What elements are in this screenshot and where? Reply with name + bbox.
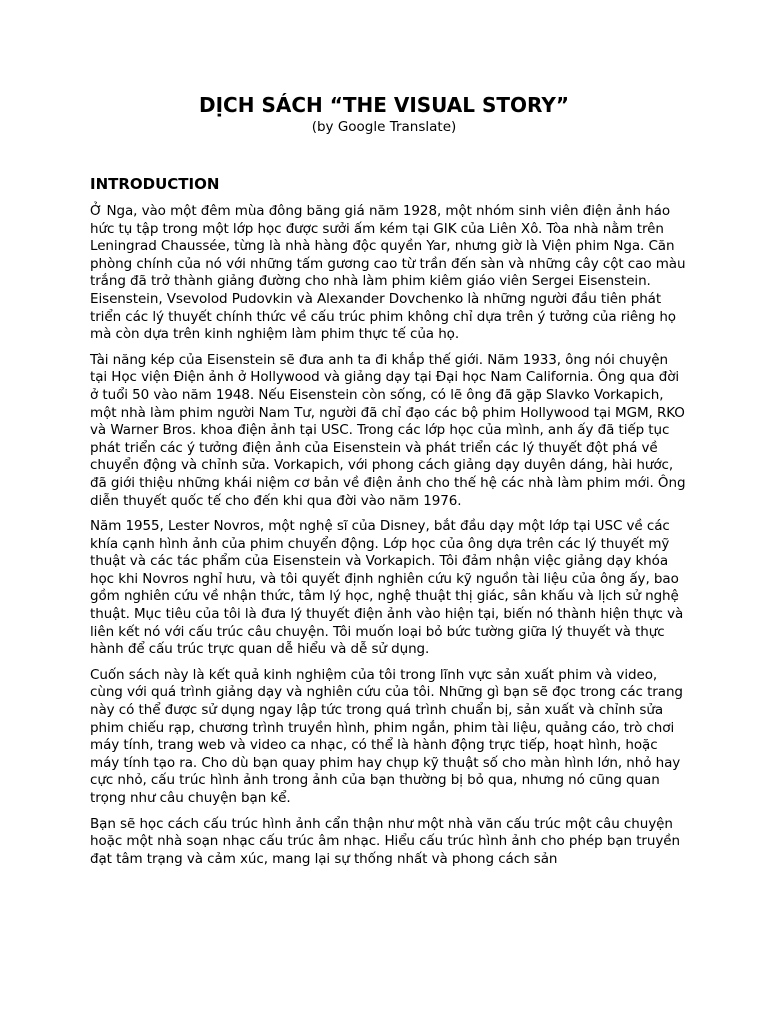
paragraph-2: Tài năng kép của Eisenstein sẽ đưa anh ta đi khắp thế giới. Năm 1933, ông nói chuyện tại Học viện Điện ảnh ở Hollywood và giảng dạy tại Đại học Nam California. Ông qua đời ở tuổi 50 vào năm 1948. Nếu Eisenstein còn sống, có lẽ ông đã gặp Slavko Vorkapich, một nhà làm phim người Nam Tư, người đã chỉ đạo các bộ phim Hollywood tại MGM, RKO và Warner Bros. khoa điện ảnh tại USC. Trong các lớp học của mình, anh ấy đã tiếp tục phát triển các ý tưởng điện ảnh của Eisenstein và phát triển các lý thuyết đột phá về chuyển động và chỉnh sửa. Vorkapich, với phong cách giảng dạy duyên dáng, hài hước, đã giới thiệu những khái niệm cơ bản về điện ảnh cho thế hệ các nhà làm phim mới. Ông diễn thuyết quốc tế cho đến khi qua đời vào năm 1976.	[90, 351, 686, 509]
body-text	[90, 203, 688, 876]
document-title: DỊCH SÁCH “THE VISUAL STORY”	[199, 93, 569, 117]
paragraph-4: Cuốn sách này là kết quả kinh nghiệm của tôi trong lĩnh vực sản xuất phim và video, cùng với quá trình giảng dạy và nghiên cứu của tôi. Những gì bạn sẽ đọc trong các trang này có thể được sử dụng ngay lập tức trong quá trình chuẩn bị, sản xuất và chỉnh sửa phim chiếu rạp, chương trình truyền hình, phim ngắn, phim tài liệu, quảng cáo, trò chơi máy tính, trang web và video ca nhạc, có thể là hành động trực tiếp, hoạt hình, hoặc máy tính tạo ra. Cho dù bạn quay phim hay chụp kỹ thuật số cho màn hình lớn, nhỏ hay cực nhỏ, cấu trúc hình ảnh trong ảnh của bạn thường bị bỏ qua, nhưng nó cũng quan trọng như câu chuyện bạn kể.	[90, 666, 683, 806]
section-heading-introduction: INTRODUCTION	[90, 175, 220, 193]
paragraph-3: Năm 1955, Lester Novros, một nghệ sĩ của Disney, bắt đầu dạy một lớp tại USC về các khía cạnh hình ảnh của phim chuyển động. Lớp học của ông dựa trên các lý thuyết mỹ thuật và các tác phẩm của Eisenstein và Vorkapich. Tôi đảm nhận việc giảng dạy khóa học khi Novros nghỉ hưu, và tôi quyết định nghiên cứu kỹ nguồn tài liệu của ông ấy, bao gồm nghiên cứu về nhận thức, tâm lý học, nghệ thuật thị giác, sân khấu và lịch sử nghệ thuật. Mục tiêu của tôi là đưa lý thuyết điện ảnh vào hiện tại, biến nó thành hiện thực và liên kết nó với cấu trúc câu chuyện. Tôi muốn loại bỏ bức tường giữa lý thuyết và thực hành để cấu trúc trực quan dễ hiểu và dễ sử dụng.	[90, 518, 684, 658]
paragraph-1: Ở Nga, vào một đêm mùa đông băng giá năm 1928, một nhóm sinh viên điện ảnh háo hức tụ tập trong một lớp học được sưởi ấm kém tại GIK của Liên Xô. Tòa nhà nằm trên Leningrad Chaussée, từng là nhà hàng độc quyền Yar, nhưng giờ là Viện phim Nga. Căn phòng chính của nó với những tấm gương cao từ trần đến sàn và những cây cột cao màu trắng đã trở thành giảng đường cho nhà làm phim kiêm giáo viên Sergei Eisenstein. Eisenstein, Vsevolod Pudovkin và Alexander Dovchenko là những người đầu tiên phát triển các lý thuyết chính thức về cấu trúc phim không chỉ dựa trên ý tưởng của riêng họ mà còn dựa trên kinh nghiệm làm phim thực tế của họ.	[90, 203, 686, 343]
paragraph-5: Bạn sẽ học cách cấu trúc hình ảnh cẩn thận như một nhà văn cấu trúc một câu chuyện hoặc một nhà soạn nhạc cấu trúc âm nhạc. Hiểu cấu trúc hình ảnh cho phép bạn truyền đạt tâm trạng và cảm xúc, mang lại sự thống nhất và phong cách sản	[90, 815, 680, 867]
document-subtitle: (by Google Translate)	[311, 119, 457, 135]
